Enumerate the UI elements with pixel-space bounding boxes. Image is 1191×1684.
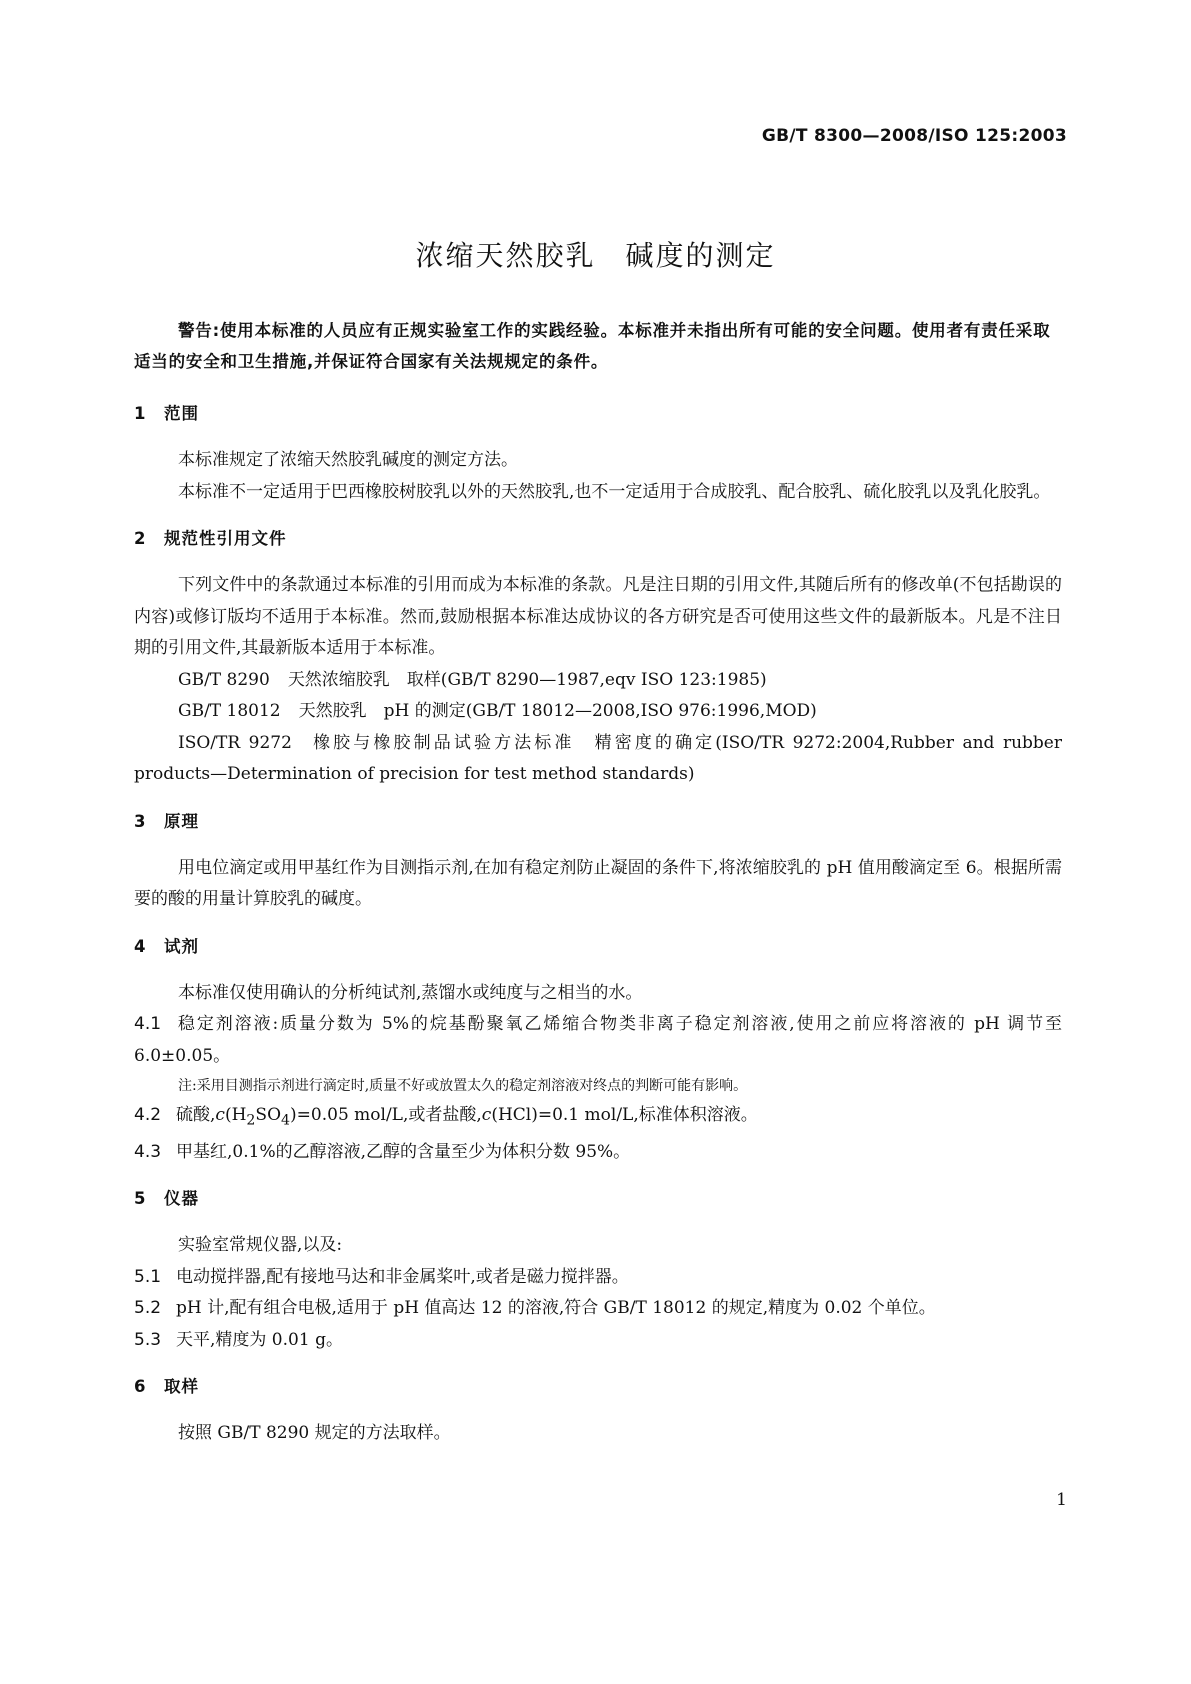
clause-text: 稳定剂溶液:质量分数为 5%的烷基酚聚氧乙烯缩合物类非离子稳定剂溶液,使用之前应将溶液的 pH 调节至 6.0±0.05。	[134, 1014, 1062, 1066]
section-number: 1	[134, 404, 147, 423]
section-heading-6	[134, 1372, 1062, 1402]
section-number: 4	[134, 936, 147, 956]
paragraph: 实验室常规仪器,以及:	[178, 1235, 343, 1256]
subscript: 4	[281, 1112, 291, 1129]
reference-item	[134, 696, 1062, 728]
section-heading-3	[134, 807, 1062, 837]
page-title	[0, 234, 1191, 274]
title-part-1: 浓缩天然胶乳	[415, 239, 596, 272]
subscript: 2	[246, 1112, 256, 1129]
clause-4-2	[134, 1100, 1062, 1137]
section-title: 原理	[164, 811, 199, 831]
clause-text: (HCl)=0.1 mol/L,标准体积溶液。	[491, 1105, 758, 1125]
clause-number: 4.1	[134, 1014, 162, 1034]
clause-number: 5.1	[134, 1266, 162, 1287]
clause-number: 4.2	[134, 1105, 162, 1125]
clause-text: pH 计,配有组合电极,适用于 pH 值高达 12 的溶液,符合 GB/T 18012 的规定,精度为 0.02 个单位。	[176, 1298, 936, 1319]
standard-code: GB/T 8300—2008/ISO 125:2003	[761, 126, 1067, 146]
page-number: 1	[1056, 1490, 1067, 1510]
paragraph: 本标准不一定适用于巴西橡胶树胶乳以外的天然胶乳,也不一定适用于合成胶乳、配合胶乳、硫化胶乳以及乳化胶乳。	[178, 481, 1051, 502]
section-number: 2	[134, 529, 147, 548]
clause-text: 天平,精度为 0.01 g。	[176, 1329, 343, 1350]
section-title: 仪器	[164, 1189, 199, 1209]
reference-text: 天然胶乳 pH 的测定(GB/T 18012—2008,ISO 976:1996,MOD)	[298, 701, 817, 721]
variable-c: c	[215, 1105, 225, 1125]
paragraph: 按照 GB/T 8290 规定的方法取样。	[178, 1423, 451, 1444]
clause-number: 4.3	[134, 1141, 162, 1162]
reference-text: 橡胶与橡胶制品试验方法标准 精密度的确定(ISO/TR 9272:2004,Rubber and rubber products—Determination of precision for test method standards)	[134, 732, 1062, 784]
section-heading-1	[134, 399, 1062, 429]
document-body	[134, 315, 1062, 1450]
paragraph: 用电位滴定或用甲基红作为目测指示剂,在加有稳定剂防止凝固的条件下,将浓缩胶乳的 pH 值用酸滴定至 6。根据所需要的酸的用量计算胶乳的碱度。	[134, 857, 1062, 909]
clause-4-1	[134, 1009, 1062, 1072]
section-number: 6	[134, 1377, 147, 1397]
safety-warning: 警告:使用本标准的人员应有正规实验室工作的实践经验。本标准并未指出所有可能的安全问题。使用者有责任采取适当的安全和卫生措施,并保证符合国家有关法规规定的条件。	[134, 321, 1051, 371]
clause-text: )=0.05 mol/L,或者盐酸,	[290, 1105, 482, 1125]
reference-code: GB/T 8290	[178, 669, 270, 690]
variable-c: c	[481, 1105, 492, 1125]
section-title: 规范性引用文件	[164, 529, 287, 548]
section-title: 范围	[164, 404, 199, 423]
section-heading-4	[134, 932, 1062, 962]
section-title: 取样	[164, 1377, 199, 1397]
clause-text: (H	[224, 1105, 247, 1125]
clause-text: 甲基红,0.1%的乙醇溶液,乙醇的含量至少为体积分数 95%。	[176, 1141, 631, 1162]
section-title: 试剂	[164, 936, 199, 956]
clause-text: 电动搅拌器,配有接地马达和非金属桨叶,或者是磁力搅拌器。	[176, 1266, 629, 1287]
section-heading-5	[134, 1184, 1062, 1214]
clause-number: 5.3	[134, 1329, 162, 1350]
clause-4-3	[134, 1137, 1062, 1169]
section-heading-2	[134, 524, 1062, 554]
reference-item	[134, 665, 1062, 697]
reference-code: GB/T 18012	[178, 701, 281, 721]
clause-text: SO	[255, 1105, 282, 1125]
reference-text: 天然浓缩胶乳 取样(GB/T 8290—1987,eqv ISO 123:1985)	[287, 669, 767, 690]
paragraph: 下列文件中的条款通过本标准的引用而成为本标准的条款。凡是注日期的引用文件,其随后所有的修改单(不包括勘误的内容)或修订版均不适用于本标准。然而,鼓励根据本标准达成协议的各方研究是否可使用这些文件的最新版本。凡是不注日期的引用文件,其最新版本适用于本标准。	[134, 575, 1062, 658]
paragraph: 本标准规定了浓缩天然胶乳碱度的测定方法。	[178, 450, 518, 470]
clause-5-1	[134, 1262, 1062, 1294]
section-number: 3	[134, 811, 147, 831]
note: 注:采用目测指示剂进行滴定时,质量不好或放置太久的稳定剂溶液对终点的判断可能有影响。	[178, 1078, 748, 1094]
title-part-2: 碱度的测定	[625, 239, 776, 272]
section-number: 5	[134, 1189, 147, 1209]
reference-item	[134, 728, 1062, 791]
clause-5-3	[134, 1325, 1062, 1357]
reference-code: ISO/TR 9272	[178, 732, 292, 753]
clause-number: 5.2	[134, 1298, 162, 1319]
clause-5-2	[134, 1293, 1062, 1325]
clause-text: 硫酸,	[176, 1105, 216, 1125]
paragraph: 本标准仅使用确认的分析纯试剂,蒸馏水或纯度与之相当的水。	[178, 982, 643, 1003]
